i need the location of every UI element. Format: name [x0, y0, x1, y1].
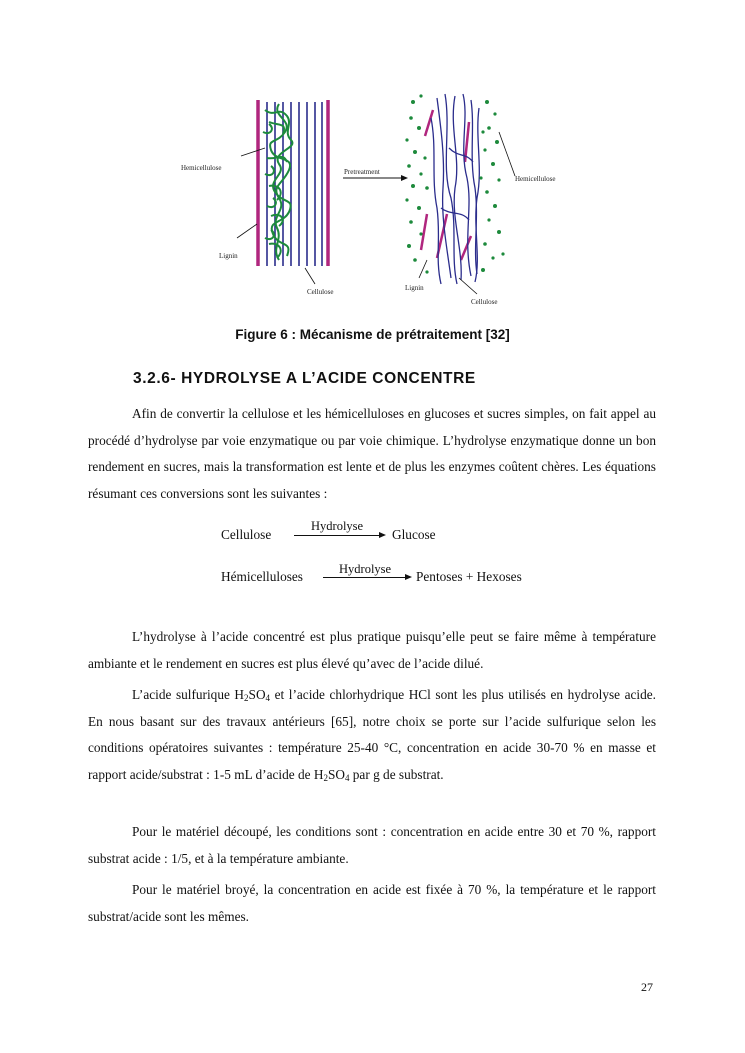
pointer-hemicellulose-right	[499, 132, 515, 176]
untreated-biomass	[181, 100, 333, 296]
pointer-cellulose-right	[459, 278, 477, 294]
equation-1-product: Glucose	[392, 527, 436, 542]
paragraph-3-text-5: par g de substrat.	[349, 766, 444, 782]
paragraph-2: L’hydrolyse à l’acide concentré est plus pratique puisqu’elle peut se faire même à température ambiante et le rendement en sucres est plus élevé qu’avec de l’acide dilué.	[88, 629, 656, 671]
section-title: 3.2.6- HYDROLYSE A L’ACIDE CONCENTRE	[133, 370, 476, 387]
paragraph-3-sub-2: 4	[265, 693, 271, 703]
equation-2-arrow-line	[323, 577, 405, 578]
paragraph-3	[88, 682, 656, 788]
paragraph-1: Afin de convertir la cellulose et les hémicelluloses en glucoses et sucres simples, on fait appel au procédé d’hydrolyse par voie enzymatique ou par voie chimique. L’hydrolyse enzymatique donne un bon rendement en sucres, mais la transformation est lente et de plus les enzymes coûtent chères. Les équations résumant ces conversions sont les suivantes :	[88, 406, 656, 501]
label-lignin-right: Lignin	[405, 284, 424, 292]
pointer-hemicellulose-left	[241, 148, 265, 156]
label-cellulose-right: Cellulose	[471, 298, 498, 306]
paragraph-3-text-1: L’acide sulfurique H	[132, 687, 245, 702]
equation-1-reactant: Cellulose	[221, 527, 272, 542]
pointer-lignin-left	[237, 224, 257, 238]
pretreatment-figure	[175, 88, 575, 310]
paragraph-3-text-2: SO	[248, 687, 266, 702]
pretreatment-arrow	[343, 168, 408, 181]
pointer-cellulose-left	[305, 268, 315, 284]
paragraph-3-sub-4: 4	[344, 772, 350, 783]
paragraph-3-sub-1: 2	[244, 693, 249, 703]
pointer-lignin-right	[419, 260, 427, 278]
paragraph-4: Pour le matériel découpé, les conditions sont : concentration en acide entre 30 et 70 %, rapport substrat acide : 1/5, et à la température ambiante.	[88, 824, 656, 866]
equation-1	[221, 519, 521, 551]
figure-caption: Figure 6 : Mécanisme de prétraitement [32]	[235, 327, 510, 342]
label-lignin-left: Lignin	[219, 252, 238, 260]
paragraph-3-text-4: SO	[327, 766, 345, 782]
page-number: 27	[641, 980, 653, 994]
cellulose-fibers-right	[431, 94, 479, 284]
equation-2	[221, 562, 561, 593]
lignin-fragments-right	[421, 110, 471, 260]
label-hemicellulose-left: Hemicellulose	[181, 164, 222, 172]
equation-2-arrow-label: Hydrolyse	[339, 562, 392, 576]
equation-2-reactant: Hémicelluloses	[221, 569, 303, 584]
equation-1-arrow-label: Hydrolyse	[311, 519, 364, 533]
label-pretreatment: Pretreatment	[344, 168, 380, 176]
pretreatment-diagram	[175, 88, 575, 310]
equation-1-arrow-line	[294, 535, 379, 536]
paragraph-3-sub-3: 2	[323, 772, 328, 783]
label-hemicellulose-right: Hemicellulose	[515, 175, 556, 183]
paragraph-3-text-3: et l’acide chlorhydrique HCl sont les plus utilisés en hydrolyse acide. En nous basant sur des travaux antérieurs [65], notre choix se porte sur l’acide sulfurique selon les conditions opératoires suivantes : température 25-40 °C, concentration en acide 30-70 % en masse et rapport acide/substrat : 1-5 mL d’acide de H	[88, 687, 656, 782]
equation-1-arrow-head-icon	[379, 532, 386, 538]
equation-2-arrow-head-icon	[405, 574, 412, 580]
paragraph-5: Pour le matériel broyé, la concentration en acide est fixée à 70 %, la température et le rapport substrat/acide sont les mêmes.	[88, 882, 656, 924]
pretreated-biomass	[405, 94, 555, 306]
equation-2-product: Pentoses + Hexoses	[416, 569, 522, 584]
label-cellulose-left: Cellulose	[307, 288, 334, 296]
cellulose-fibers-left	[267, 102, 322, 266]
